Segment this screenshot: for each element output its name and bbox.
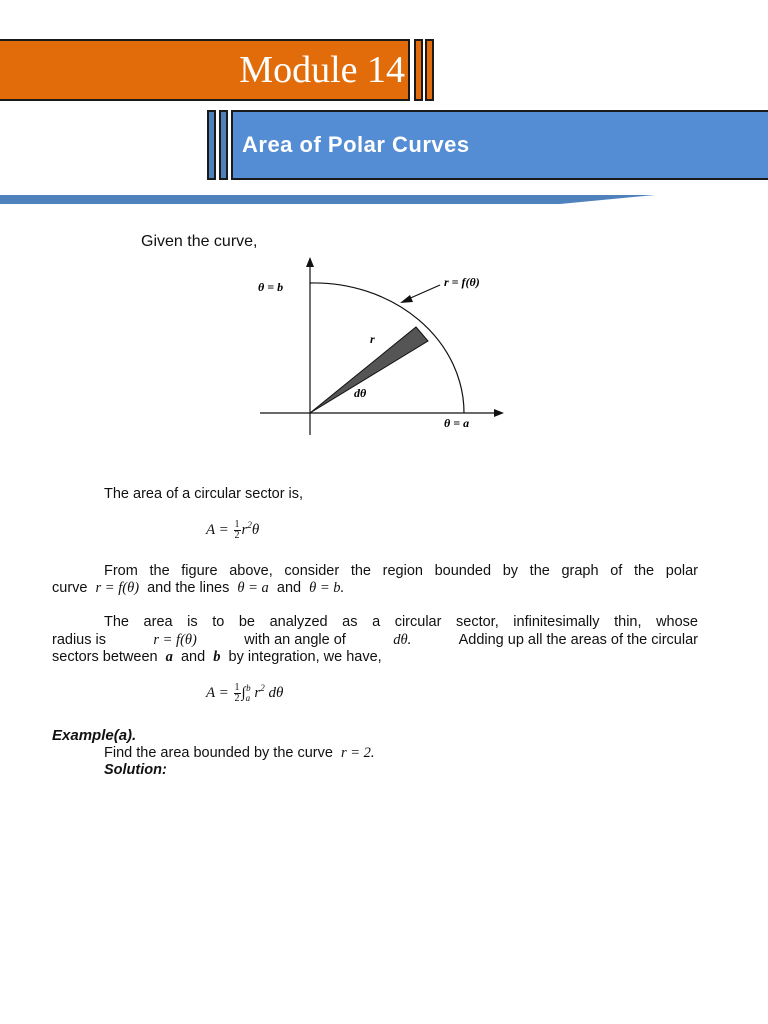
- subtitle-bar-1: [207, 110, 216, 180]
- para1-line1: From the figure above, consider the region bounded by the graph of the polar: [104, 563, 698, 579]
- para1-line2: curve r = f(θ) and the lines θ = a and θ = b.: [52, 580, 345, 596]
- para2-line3: sectors between a and b by integration, we have,: [52, 649, 382, 665]
- integral-formula: A = $\frac{1}{2}$ $\int_a^b$ $r^2$ dθ: [206, 682, 284, 705]
- y-axis-arrow: [306, 257, 314, 267]
- example-problem: Find the area bounded by the curve r = 2.: [104, 745, 375, 761]
- banner-bar-2: [425, 39, 434, 101]
- curve-pointer-head: [400, 295, 413, 303]
- sector-formula: A = $\frac{1}{2}$ $r^2\theta$: [206, 519, 260, 542]
- polar-curve: [310, 283, 464, 413]
- label-curve: r = f(θ): [444, 275, 480, 289]
- module-title: Module 14: [239, 49, 405, 91]
- banner-bar-1: [414, 39, 423, 101]
- example-heading: Example(a).: [52, 727, 137, 744]
- para2-line1: The area is to be analyzed as a circular sector, infinitesimally thin, whose: [104, 614, 698, 630]
- label-r: r: [370, 332, 375, 346]
- label-theta-a: θ = a: [444, 416, 470, 430]
- section-title: Area of Polar Curves: [242, 132, 470, 157]
- sector-intro: The area of a circular sector is,: [104, 486, 304, 502]
- solution-label: Solution:: [104, 762, 167, 778]
- x-axis-arrow: [494, 409, 504, 417]
- label-dtheta: dθ: [354, 386, 367, 400]
- figure-intro: Given the curve,: [141, 233, 258, 250]
- polar-figure: [250, 255, 520, 440]
- label-theta-b: θ = b: [258, 280, 284, 294]
- para2-line2: radius is r = f(θ) with an angle of dθ. Adding up all the areas of the circular: [52, 632, 698, 648]
- subtitle-bar-2: [219, 110, 228, 180]
- sector-wedge: [310, 327, 428, 413]
- divider-stripe: [0, 194, 660, 206]
